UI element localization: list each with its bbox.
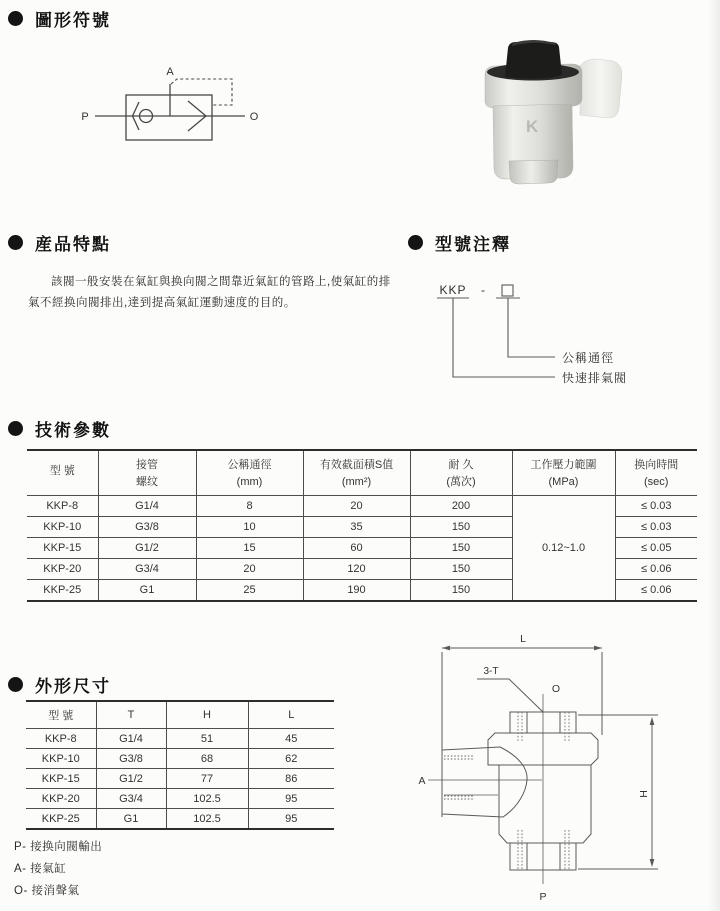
cell-model: KKP-20 (27, 559, 98, 580)
col-header-pressure: 工作壓力範圍 (MPa) (512, 450, 615, 496)
cell-l: 62 (248, 749, 334, 769)
cell-model: KKP-10 (26, 749, 96, 769)
cell-s-value: 120 (303, 559, 410, 580)
symbol-port-p-label: P (81, 111, 89, 123)
table-header-row (27, 450, 697, 496)
note-a: A- 接氣缸 (14, 863, 67, 875)
dimension-drawing (415, 622, 715, 907)
cell-model: KKP-25 (27, 580, 98, 602)
table-row (27, 496, 697, 517)
table-row (26, 729, 334, 749)
cell-h: 51 (166, 729, 248, 749)
cell-thread: G1 (98, 580, 196, 602)
dim-label-o: O (551, 683, 561, 695)
cell-l: 86 (248, 769, 334, 789)
col-header-time: 换向時間 (sec) (615, 450, 697, 496)
section-tech-params-heading (8, 416, 111, 441)
section-title: 外形尺寸 (35, 677, 111, 696)
bullet-icon (8, 677, 23, 692)
col-header-model: 型 號 (27, 450, 98, 496)
cell-time: ≤ 0.06 (615, 559, 697, 580)
cell-thread: G1/4 (98, 496, 196, 517)
cell-durability: 150 (410, 559, 512, 580)
table-row (26, 769, 334, 789)
model-bore-label: 公稱通徑 (562, 351, 615, 365)
section-product-features-heading (8, 230, 111, 255)
cell-t: G3/4 (96, 789, 166, 809)
cell-time: ≤ 0.06 (615, 580, 697, 602)
cell-l: 45 (248, 729, 334, 749)
photo-cap (505, 42, 562, 79)
model-prefix: KKP (439, 283, 467, 297)
section-title: 圖形符號 (35, 11, 111, 30)
cell-t: G1 (96, 809, 166, 830)
col-header-s-value: 有效截面積S值 (mm²) (303, 450, 410, 496)
cell-bore: 15 (196, 538, 303, 559)
product-features-text: 該閥一般安裝在氣缸與换向閥之間靠近氣缸的管路上,使氣缸的排氣不經换向閥排出,達到提高氣缸運動速度的目的。 (28, 276, 391, 309)
col-header-thread: 接管 螺纹 (98, 450, 196, 496)
cell-time: ≤ 0.03 (615, 517, 697, 538)
dim-label-p: P (539, 891, 547, 903)
pneumatic-symbol-diagram (60, 58, 310, 158)
bullet-icon (8, 235, 23, 250)
section-title: 技術參數 (35, 421, 111, 440)
photo-brand-mark: K (526, 117, 539, 136)
cell-h: 68 (166, 749, 248, 769)
symbol-port-o-label: O (249, 111, 259, 123)
col-header-t: T (96, 701, 166, 729)
cell-t: G1/4 (96, 729, 166, 749)
table-row (26, 789, 334, 809)
model-valve-label: 快速排氣閥 (562, 371, 628, 385)
cell-model: KKP-15 (27, 538, 98, 559)
cell-durability: 150 (410, 517, 512, 538)
cell-durability: 150 (410, 580, 512, 602)
cell-model: KKP-15 (26, 769, 96, 789)
dim-label-h: H (638, 790, 650, 798)
col-header-bore: 公稱通徑 (mm) (196, 450, 303, 496)
cell-model: KKP-20 (26, 789, 96, 809)
section-dimensions-heading (8, 672, 111, 697)
cell-time: ≤ 0.03 (615, 496, 697, 517)
note-p: P- 接换向閥輸出 (14, 841, 103, 853)
cell-s-value: 190 (303, 580, 410, 602)
col-header-l: L (248, 701, 334, 729)
product-photo (468, 26, 628, 188)
photo-bottom-nut (509, 160, 558, 184)
cell-durability: 150 (410, 538, 512, 559)
cell-t: G3/8 (96, 749, 166, 769)
cell-l: 95 (248, 809, 334, 830)
cell-model: KKP-10 (27, 517, 98, 538)
cell-s-value: 60 (303, 538, 410, 559)
col-header-durability: 耐 久 (萬次) (410, 450, 512, 496)
cell-model: KKP-8 (27, 496, 98, 517)
cell-h: 77 (166, 769, 248, 789)
cell-thread: G1/2 (98, 538, 196, 559)
port-notes (14, 836, 102, 902)
dimensions-table (26, 700, 334, 830)
photo-side-port (580, 59, 622, 118)
cell-bore: 10 (196, 517, 303, 538)
cell-thread: G3/4 (98, 559, 196, 580)
dim-label-a: A (418, 775, 426, 787)
col-header-h: H (166, 701, 248, 729)
table-row (26, 749, 334, 769)
bullet-icon (8, 11, 23, 26)
cell-s-value: 35 (303, 517, 410, 538)
cell-durability: 200 (410, 496, 512, 517)
cell-l: 95 (248, 789, 334, 809)
cell-h: 102.5 (166, 809, 248, 830)
model-dash: - (481, 283, 485, 297)
cell-bore: 8 (196, 496, 303, 517)
bullet-icon (408, 235, 423, 250)
section-title: 産品特點 (35, 235, 111, 254)
cell-bore: 20 (196, 559, 303, 580)
dim-label-3t: 3-T (483, 666, 499, 677)
note-o: O- 接消聲氣 (14, 885, 80, 897)
cell-s-value: 20 (303, 496, 410, 517)
table-header-row (26, 701, 334, 729)
cell-pressure-range: 0.12~1.0 (512, 496, 615, 602)
cell-thread: G3/8 (98, 517, 196, 538)
section-title: 型號注釋 (435, 235, 511, 254)
cell-h: 102.5 (166, 789, 248, 809)
model-notation-diagram (428, 276, 713, 394)
cell-time: ≤ 0.05 (615, 538, 697, 559)
symbol-port-a-label: A (166, 66, 174, 78)
dim-label-l: L (520, 633, 526, 645)
cell-bore: 25 (196, 580, 303, 602)
cell-model: KKP-8 (26, 729, 96, 749)
cell-t: G1/2 (96, 769, 166, 789)
cell-model: KKP-25 (26, 809, 96, 830)
table-row (26, 809, 334, 830)
col-header-model: 型 號 (26, 701, 96, 729)
section-model-notation-heading (408, 230, 511, 255)
section-graphic-symbol-heading (8, 6, 111, 31)
bullet-icon (8, 421, 23, 436)
tech-params-table (27, 449, 697, 602)
